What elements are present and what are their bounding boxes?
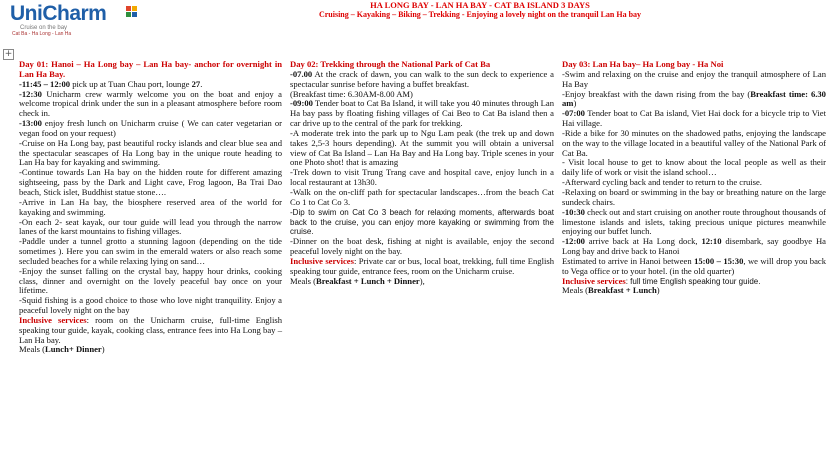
day3-item: -12:00 arrive back at Ha Long dock, 12:10 disembark, say goodbye Ha Long bay and drive back to Hanoi <box>562 236 826 257</box>
day3-item: -07:00 Tender boat to Cat Ba island, Viet Hai dock for a bicycle trip to Viet Hai village. <box>562 108 826 129</box>
day3-column <box>562 60 826 296</box>
day2-meals: Meals (Breakfast + Lunch + Dinner), <box>290 275 425 286</box>
day1-item: -Paddle under a tunnel grotto a stunning lagoon (depending on the tide sometimes ). Here you can swim in the emerald waters or also reach some secluded beaches for a while relaxing lying on sand… <box>19 236 282 266</box>
unicharm-logo <box>6 2 136 37</box>
day2-item: -Trek down to visit Trung Trang cave and hospital cave, enjoy lunch in a local restaurant at 13h30. <box>290 167 554 188</box>
day2-item: -Dinner on the boat desk, fishing at night is available, enjoy the second peaceful lovely night on the bay. <box>290 236 554 257</box>
day2-heading: Day 02: Trekking through the National Park of Cat Ba <box>290 59 491 69</box>
day1-meals: Meals (Lunch+ Dinner) <box>19 344 105 355</box>
page-header <box>200 0 760 20</box>
logo-tagline: Cruise on the bay <box>20 25 68 31</box>
day3-item: -Ride a bike for 30 minutes on the shadowed paths, enjoying the landscape on the way to the village located in a beautiful valley of the National Park of Cat Ba. <box>562 127 826 158</box>
day3-meals: Meals (Breakfast + Lunch) <box>562 285 660 296</box>
day1-column <box>19 60 282 355</box>
day2-item: -09:00 Tender boat to Cat Ba Island, it will take you 40 minutes through Lan Ha bay pass by floating fishing villages of Cai Beo to Cat Ba island then a car drive up to the central of the park for trekking. <box>290 98 554 129</box>
day2-item: -07.00 At the crack of dawn, you can walk to the sun deck to experience a spectacular sunrise before having a buffet breakfast. <box>290 68 554 89</box>
day1-item: -Enjoy the sunset falling on the crystal bay, happy hour drinks, cooking class, dinner and overnight on the lovely peaceful bay once on your lifetime. <box>19 265 282 296</box>
page-subtitle: Cruising – Kayaking – Biking – Trekking - Enjoying a lovely night on the tranquil Lan Ha bay <box>318 10 642 19</box>
day3-item: -Relaxing on board or swimming in the bay or breathing nature on the large sundeck chairs. <box>562 186 826 207</box>
logo-name: UniCharm <box>10 2 107 25</box>
logo-flag-icon <box>126 6 138 18</box>
day1-item: -On each 2- seat kayak, our tour guide will lead you through the narrow lanes of the karst mountains to fishing villages. <box>19 216 282 237</box>
day1-item: -Continue towards Lan Ha bay on the hidden route for different amazing sightseeing, pass by the Dark and Light cave, Frog lagoon, Ba Trai Dao beach, Stick islet, Buddhist statue stone…. <box>19 167 282 197</box>
day2-item: -A moderate trek into the park up to Ngu Lam peak (the trek up and down takes 2,5-3 hours depending). At the summit you will obtain a universal view of Cat Ba Island – Lan Ha Bay and Ha Long bay. Triple scenes in your one Photo shot! that is amazing <box>290 127 554 168</box>
day3-inclusive-services: Inclusive services: full time English speaking tour guide. <box>562 275 761 286</box>
day2-column <box>290 60 554 286</box>
page-title: HA LONG BAY - LAN HA BAY - CAT BA ISLAND 3 DAYS <box>370 0 590 10</box>
logo-subtext: Cat Ba - Ha Long - Lan Ha <box>12 31 72 37</box>
day2-item: (Breakfast time: 6.30AM-8.00 AM) <box>290 88 413 99</box>
day1-item: -13:00 enjoy fresh lunch on Unicharm cruise ( We can cater vegetarian or vegan food on your request) <box>19 118 282 138</box>
day1-heading: Day 01: Hanoi – Ha Long bay – Lan Ha bay- anchor for overnight in Lan Ha Bay. <box>19 59 282 79</box>
day1-item: -11:45 – 12:00 pick up at Tuan Chau port, lounge 27. <box>19 78 203 89</box>
table-move-handle-icon[interactable]: + <box>4 49 13 59</box>
day1-item: -12:30 Unicharm crew warmly welcome you on the boat and enjoy a welcome tropical drink under the sun in a pleasant atmosphere before room check in. <box>19 88 282 119</box>
day2-item: -Walk on the on-cliff path for spectacular landscapes…from the beach Cat Co 1 to Cat Co 3. <box>290 186 554 207</box>
day1-item: -Arrive in Lan Ha bay, the biosphere reserved area of the world for kayaking and swimming. <box>19 196 282 217</box>
day1-item: -Cruise on Ha Long bay, past beautiful rocky islands and clear blue sea and the spectacular seascapes of Ha Long bay in the unique route heading to Lan Ha bay for kayaking and swimming. <box>19 137 282 168</box>
day3-item: Estimated to arrive in Hanoi between 15:00 – 15:30, we will drop you back to Vega office or to your hotel. (in the old quarter) <box>562 255 826 276</box>
day3-item: -Swim and relaxing on the cruise and enjoy the tranquil atmosphere of Lan Ha Bay <box>562 68 826 89</box>
day2-inclusive-services: Inclusive services: Private car or bus, local boat, trekking, full time English speaking tour guide, entrance fees, room on the Unicharm cruise. <box>290 255 554 276</box>
day2-item: -Dip to swim on Cat Co 3 beach for relaxing moments, afterwards boat back to the cruise, you can enjoy more kayaking or swimming from the cruise. <box>290 207 554 237</box>
day3-item: -Enjoy breakfast with the dawn rising from the bay (Breakfast time: 6.30 am) <box>562 88 826 109</box>
day1-inclusive-services: Inclusive services: room on the Unicharm cruise, full-time English speaking tour guide, kayak, cooking class, entrance fees into Ha Long bay – Lan Ha bay. <box>19 314 282 345</box>
day3-item: -10:30 check out and start cruising on another route throughout thousands of limestone islands and islets, taking precious unique pictures meanwhile enjoying our buffet lunch. <box>562 206 826 237</box>
day3-item: -Afterward cycling back and tender to return to the cruise. <box>562 177 762 188</box>
day3-item: - Visit local house to get to know about the local people as well as their daily life of work or visit the island school… <box>562 157 826 178</box>
day1-item: -Squid fishing is a good choice to those who love night tranquility. Enjoy a peaceful lovely night on the bay <box>19 295 282 316</box>
day3-heading: Day 03: Lan Ha bay– Ha Long bay - Ha Noi <box>562 59 724 69</box>
